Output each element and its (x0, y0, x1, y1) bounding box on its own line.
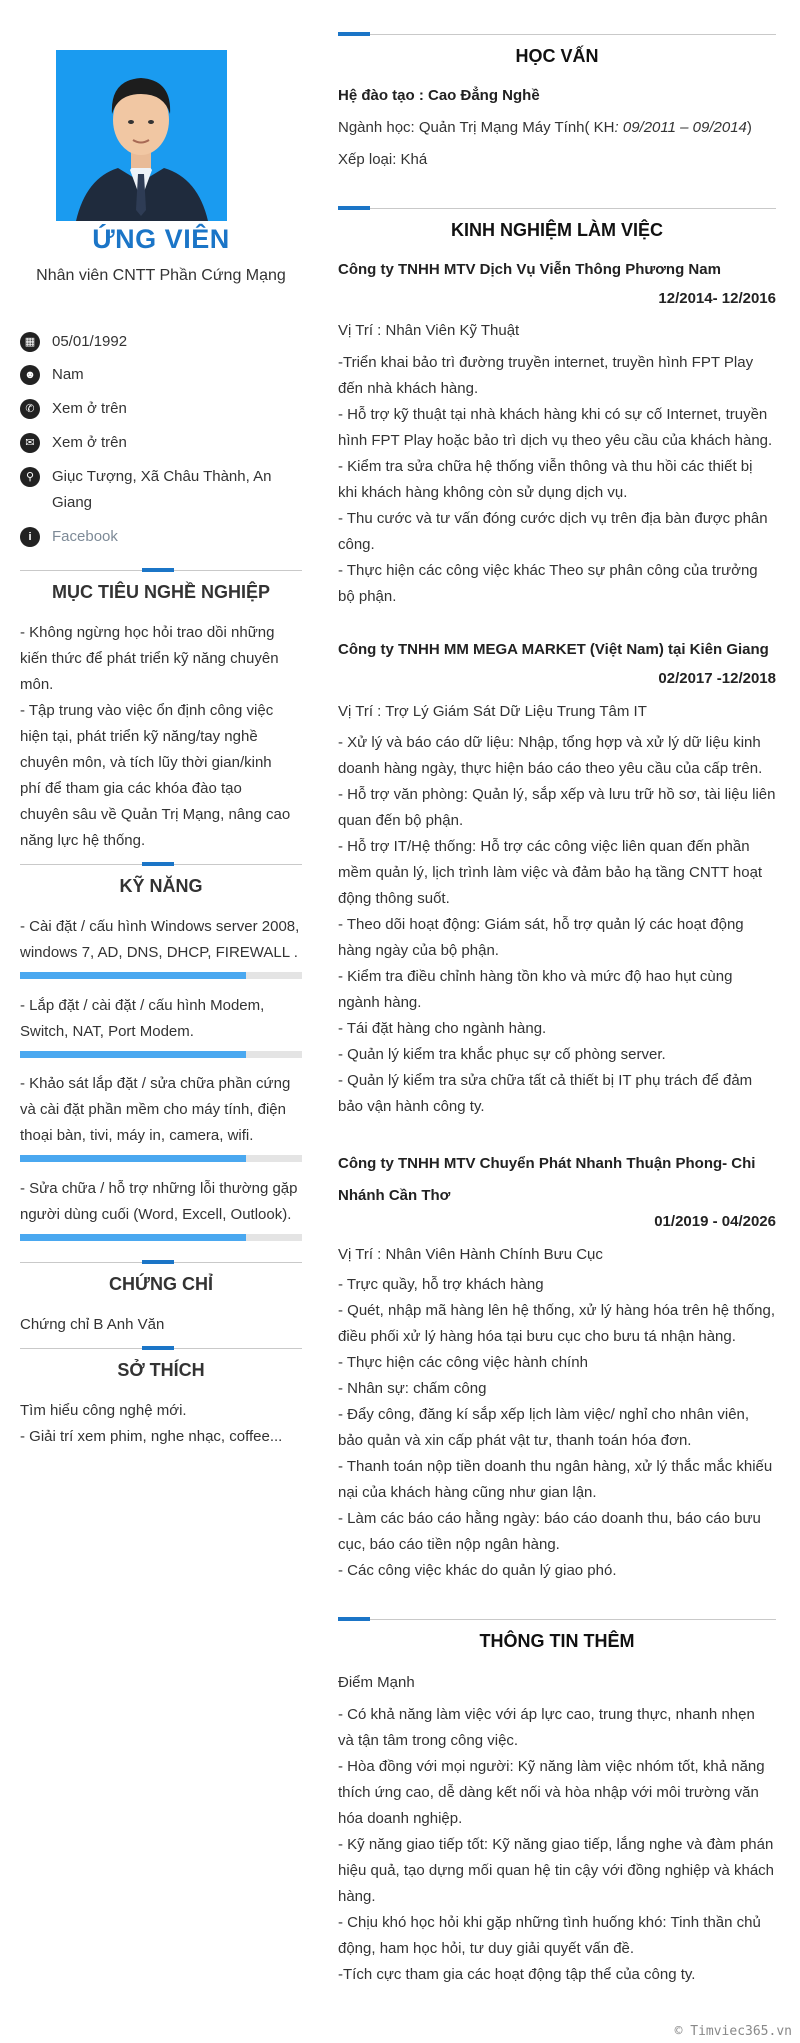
job-period: 12/2014- 12/2016 (658, 290, 776, 307)
section-title: THÔNG TIN THÊM (479, 1631, 635, 1651)
skill-item: - Cài đặt / cấu hình Windows server 2008, windows 7, AD, DNS, DHCP, FIREWALL . (20, 914, 302, 979)
section-divider (20, 1348, 302, 1349)
watermark: © Timviec365.vn (674, 2024, 792, 2039)
job-company: Công ty TNHH MM MEGA MARKET (Việt Nam) tại Kiên Giang (338, 641, 769, 658)
section-divider (338, 1619, 776, 1620)
contact-address: ⚲ Giục Tượng, Xã Châu Thành, An Giang (20, 464, 302, 516)
avatar (56, 50, 227, 221)
education-system: Hệ đào tạo : Cao Đẳng Nghề (338, 87, 540, 104)
contact-phone: ✆ Xem ở trên (20, 396, 302, 422)
certificate-text: Chứng chỉ B Anh Văn (20, 1316, 165, 1333)
section-divider (338, 34, 776, 35)
job-position: Vị Trí : Nhân Viên Kỹ Thuật (338, 322, 520, 339)
section-title: SỞ THÍCH (117, 1360, 205, 1380)
section-divider (20, 1262, 302, 1263)
additional-subtitle: Điểm Mạnh (338, 1674, 415, 1691)
section-title: HỌC VẤN (515, 46, 599, 66)
contact-birthdate: ▦ 05/01/1992 (20, 329, 302, 355)
skill-item: - Khảo sát lắp đặt / sửa chữa phần cứng và cài đặt phần mềm cho máy tính, điện thoại bàn, tivi, máy in, camera, wifi. (20, 1071, 302, 1162)
job-position: Vị Trí : Trợ Lý Giám Sát Dữ Liệu Trung Tâm IT (338, 703, 647, 720)
candidate-name: ỨNG VIÊN (92, 224, 230, 254)
location-icon: ⚲ (20, 467, 40, 487)
job-company: Công ty TNHH MTV Dịch Vụ Viễn Thông Phương Nam (338, 261, 721, 278)
job-company: Công ty TNHH MTV Chuyển Phát Nhanh Thuận Phong- Chi Nhánh Cần Thơ (338, 1155, 756, 1204)
facebook-link[interactable]: Facebook (52, 528, 118, 545)
job-description: - Trực quầy, hỗ trợ khách hàng - Quét, nhập mã hàng lên hệ thống, xử lý hàng hóa trên hệ thống, điều phối xử lý hàng hóa tại bưu cục cho bưu tá nhận hàng. - Thực hiện các công việc hành chính - Nhân sự: chấm công - Đẩy công, đăng kí sắp xếp lịch làm việc/ nghỉ cho nhân viên, bảo quản và xin cấp phát vật tư, thanh toán hóa đơn. - Thanh toán nộp tiền doanh thu ngân hàng, xử lý thắc mắc khiếu nại của khách hàng cũng như gian lận. - Làm các báo cáo hằng ngày: báo cáo doanh thu, báo cáo bưu cục, báo cáo tiền nộp ngân hàng. - Các công việc khác do quản lý giao phó. (338, 1276, 776, 1579)
skill-level-bar (20, 1155, 302, 1162)
job-description: - Xử lý và báo cáo dữ liệu: Nhập, tổng hợp và xử lý dữ liệu kinh doanh hàng ngày, thực hiện báo cáo theo yêu cầu của cấp trên. - Hỗ trợ văn phòng: Quản lý, sắp xếp và lưu trữ hồ sơ, tài liệu liên quan đến bộ phận. - Hỗ trợ IT/Hệ thống: Hỗ trợ các công việc liên quan đến phần mềm quản lý, lịch trình làm việc và đảm bảo hạ tầng CNTT hoạt động thông suốt. - Theo dõi hoạt động: Giám sát, hỗ trợ quản lý các hoạt động hàng ngày của bộ phận. - Kiểm tra điều chỉnh hàng tồn kho và mức độ hao hụt cùng ngành hàng. - Tái đặt hàng cho ngành hàng. - Quản lý kiểm tra khắc phục sự cố phòng server. - Quản lý kiểm tra sửa chữa tất cả thiết bị IT phụ trách để đảm bảo vận hành công ty. (338, 734, 776, 1115)
education-major: Ngành học: Quản Trị Mạng Máy Tính( KH: 09/2011 – 09/2014) (338, 119, 752, 136)
calendar-icon: ▦ (20, 332, 40, 352)
contact-email: ✉ Xem ở trên (20, 430, 302, 456)
job-description: -Triển khai bảo trì đường truyền internet, truyền hình FPT Play đến nhà khách hàng. - Hỗ trợ kỹ thuật tại nhà khách hàng khi có sự cố Internet, truyền hình FPT Play hoặc bảo trì dịch vụ theo yêu cầu của khách hàng. - Kiểm tra sửa chữa hệ thống viễn thông và thu hồi các thiết bị khi khách hàng không còn sử dụng dịch vụ. - Thu cước và tư vấn đóng cước dịch vụ trên địa bàn được phân công. - Thực hiện các công việc khác Theo sự phân công của trưởng bộ phận. (338, 354, 773, 605)
section-title: CHỨNG CHỈ (109, 1274, 213, 1294)
objective-text: - Không ngừng học hỏi trao dồi những kiến thức để phát triển kỹ năng chuyên môn. - Tập trung vào việc ổn định công việc hiện tại, phát triển kỹ năng/tay nghề chuyên môn, và tích lũy thời gian/kinh phí để tham gia các khóa đào tạo chuyên sâu về Quản Trị Mạng, nâng cao năng lực hệ thống. (20, 624, 291, 849)
phone-icon: ✆ (20, 399, 40, 419)
email-icon: ✉ (20, 433, 40, 453)
section-title: MỤC TIÊU NGHỀ NGHIỆP (51, 582, 270, 602)
skill-level-bar (20, 1051, 302, 1058)
contact-social[interactable] (20, 524, 302, 550)
candidate-job-title: Nhân viên CNTT Phần Cứng Mạng (36, 267, 286, 284)
info-icon: i (20, 527, 40, 547)
hobbies-text: Tìm hiểu công nghệ mới. - Giải trí xem phim, nghe nhạc, coffee... (20, 1402, 283, 1445)
section-divider (338, 208, 776, 209)
section-title: KỸ NĂNG (119, 876, 203, 896)
section-title: KINH NGHIỆM LÀM VIỆC (450, 220, 663, 240)
skill-level-bar (20, 1234, 302, 1241)
skill-item: - Lắp đặt / cài đặt / cấu hình Modem, Switch, NAT, Port Modem. (20, 993, 302, 1058)
education-rank: Xếp loại: Khá (338, 151, 428, 168)
job-position: Vị Trí : Nhân Viên Hành Chính Bưu Cục (338, 1246, 603, 1263)
job-period: 02/2017 -12/2018 (658, 670, 776, 687)
skill-item: - Sửa chữa / hỗ trợ những lỗi thường gặp người dùng cuối (Word, Excell, Outlook). (20, 1176, 302, 1241)
additional-text: - Có khả năng làm việc với áp lực cao, trung thực, nhanh nhẹn và tận tâm trong công việc. - Hòa đồng với mọi người: Kỹ năng làm việc nhóm tốt, khả năng thích ứng cao, dễ dàng kết nối và hòa nhập với môi trường văn hóa doanh nghiệp. - Kỹ năng giao tiếp tốt: Kỹ năng giao tiếp, lắng nghe và đàm phán hiệu quả, tạo dựng mối quan hệ tin cậy với đồng nghiệp và khách hàng. - Chịu khó học hỏi khi gặp những tình huống khó: Tinh thần chủ động, ham học hỏi, tư duy giải quyết vấn đề. -Tích cực tham gia các hoạt động tập thể của công ty. (338, 1706, 775, 1983)
job-period: 01/2019 - 04/2026 (654, 1213, 776, 1230)
section-divider (20, 570, 302, 571)
section-divider (20, 864, 302, 865)
gender-icon: ☻ (20, 365, 40, 385)
contact-gender: ☻ Nam (20, 362, 302, 388)
skill-level-bar (20, 972, 302, 979)
